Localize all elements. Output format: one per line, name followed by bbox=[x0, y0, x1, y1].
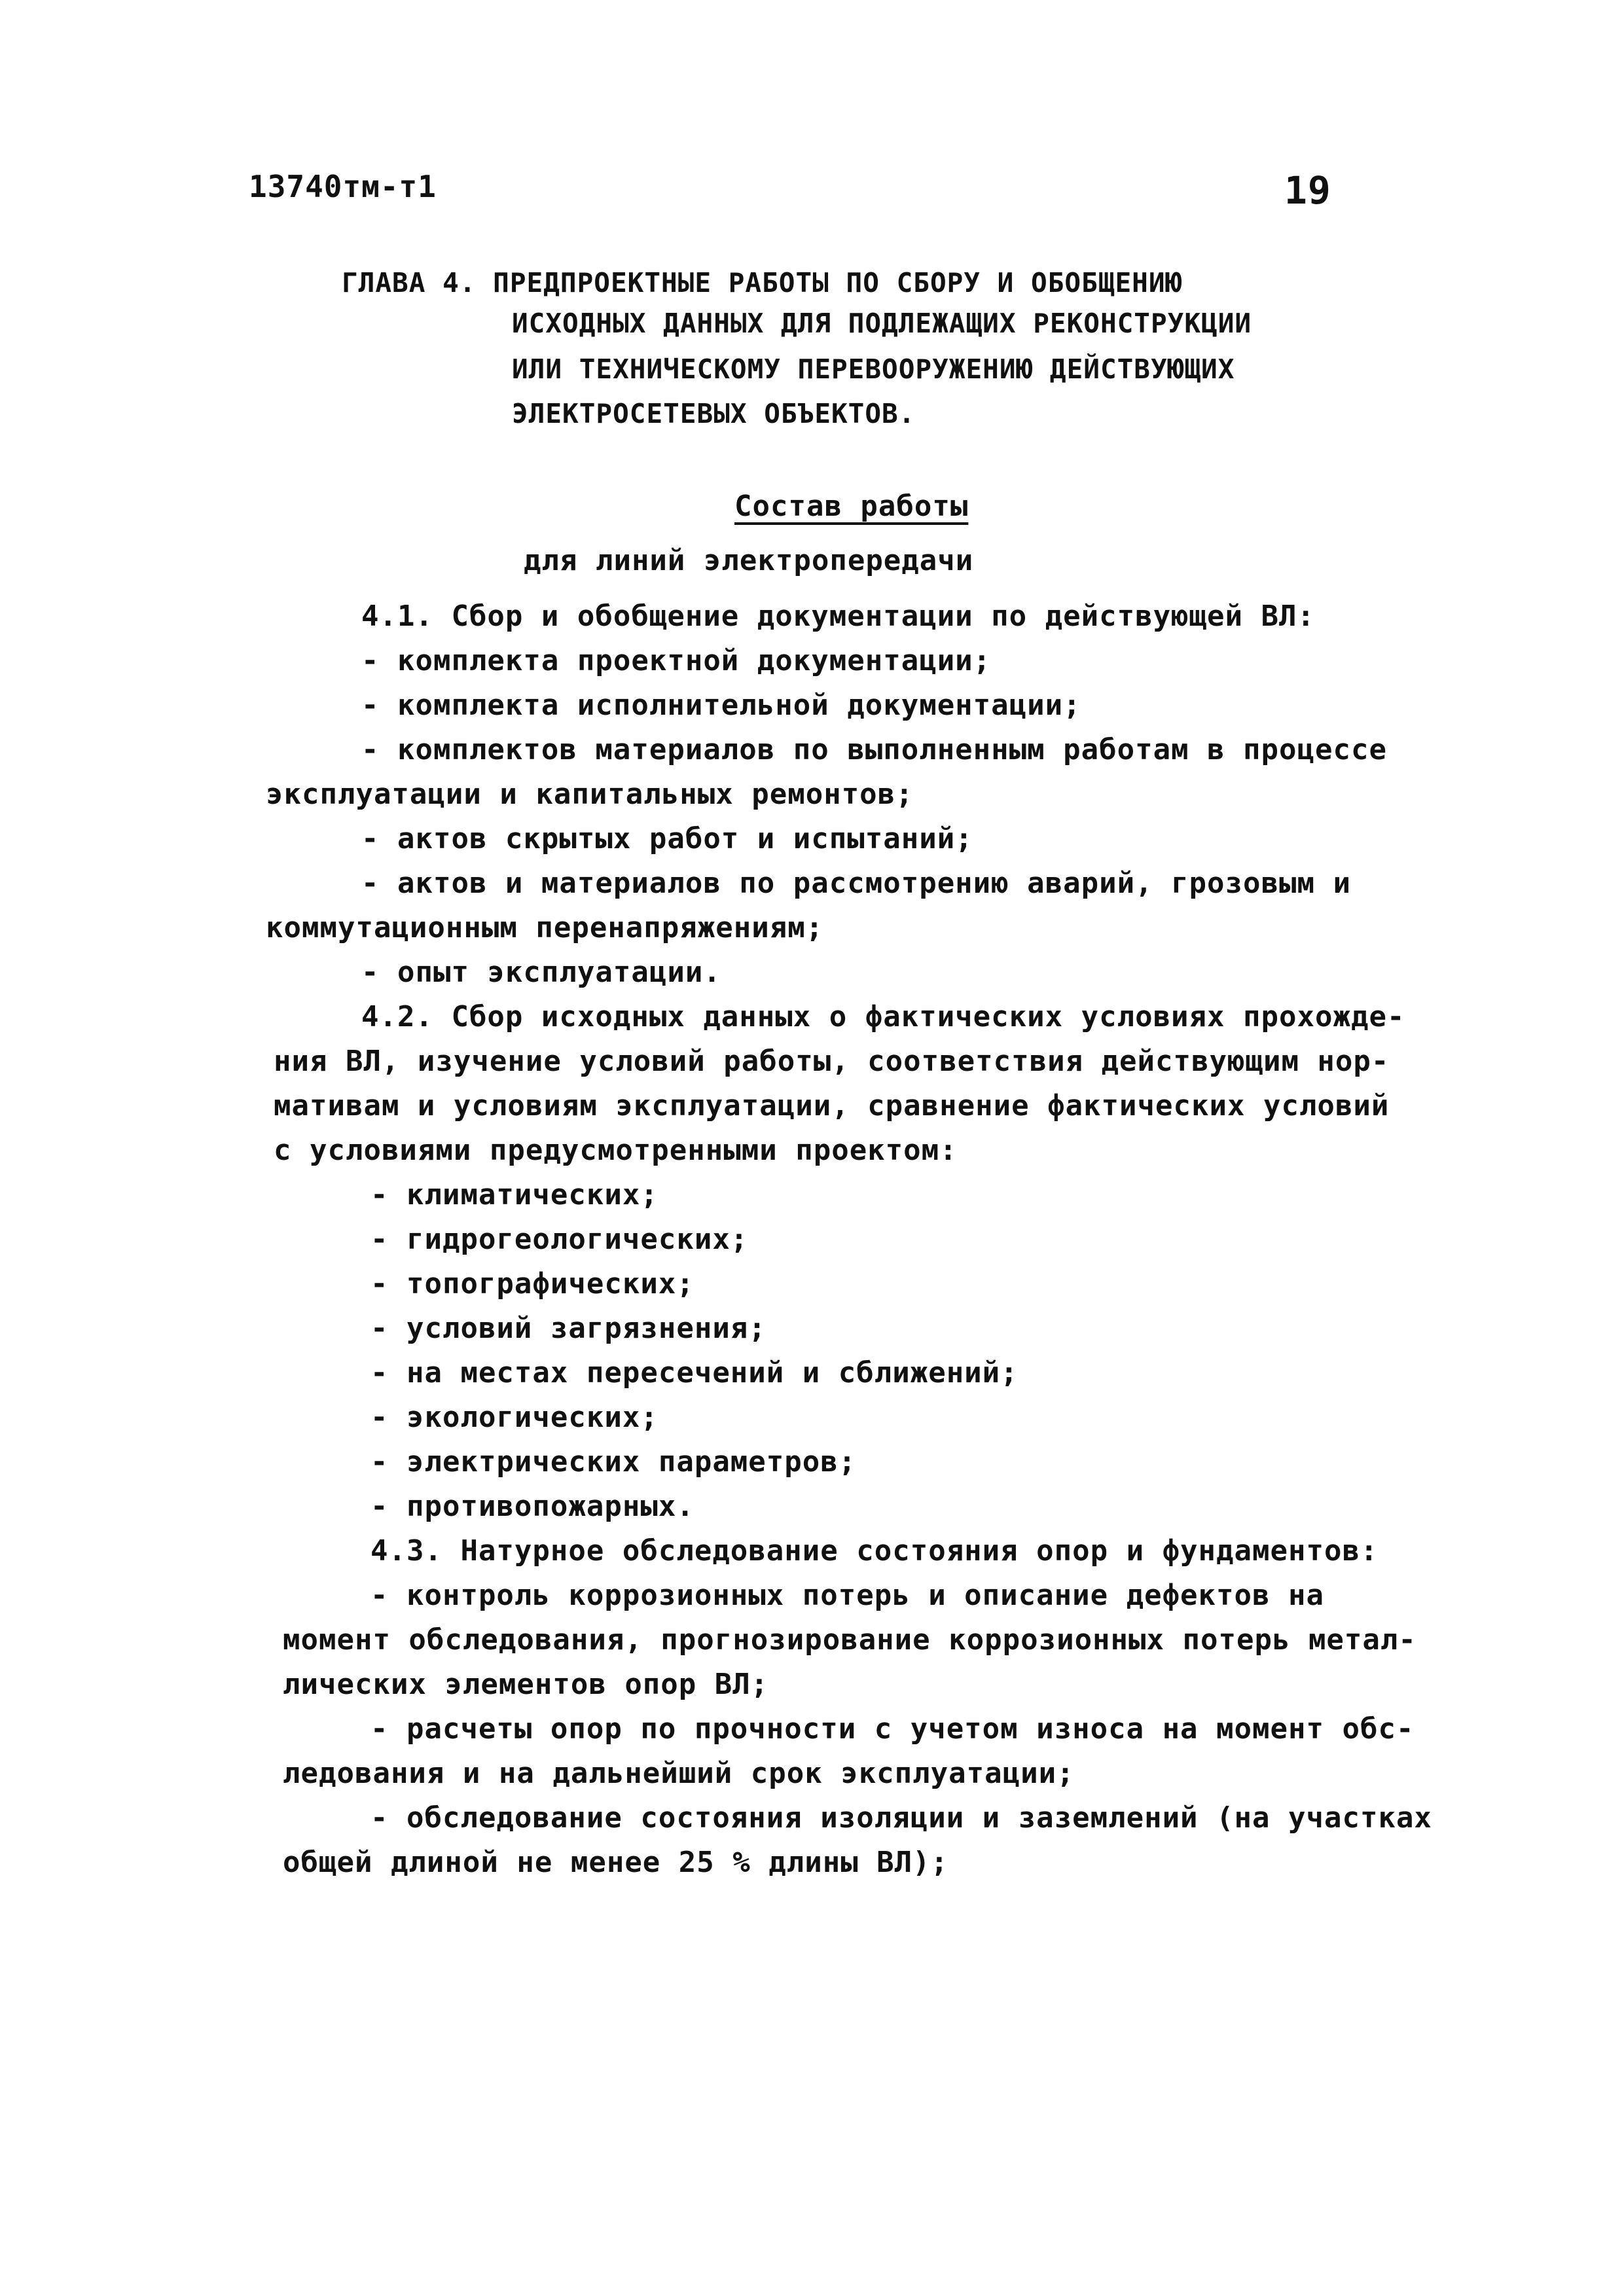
body-line: - комплекта проектной документации; bbox=[361, 644, 992, 677]
body-line: - экологических; bbox=[370, 1401, 659, 1434]
body-line: общей длиной не менее 25 % длины ВЛ); bbox=[283, 1846, 949, 1879]
body-line: коммутационным перенапряжениям; bbox=[266, 911, 824, 944]
body-line: - климатических; bbox=[370, 1178, 659, 1211]
body-line: - актов скрытых работ и испытаний; bbox=[361, 822, 973, 855]
body-line: - комплекта исполнительной документации; bbox=[361, 689, 1081, 722]
body-line: - электрических параметров; bbox=[370, 1445, 857, 1479]
body-line: - комплектов материалов по выполненным работам в процессе bbox=[361, 733, 1387, 766]
chapter-title-line-3: ИЛИ ТЕХНИЧЕСКОМУ ПЕРЕВООРУЖЕНИЮ ДЕЙСТВУЮЩИХ bbox=[512, 353, 1235, 385]
chapter-title-line-4: ЭЛЕКТРОСЕТЕВЫХ ОБЪЕКТОВ. bbox=[512, 398, 916, 429]
body-line: - актов и материалов по рассмотрению аварий, грозовым и bbox=[361, 867, 1351, 900]
body-line: эксплуатации и капитальных ремонтов; bbox=[266, 778, 914, 811]
page-number: 19 bbox=[1284, 168, 1331, 213]
body-line: - топографических; bbox=[370, 1267, 695, 1300]
body-line: - опыт эксплуатации. bbox=[361, 956, 721, 989]
body-line: - расчеты опор по прочности с учетом износа на момент обс- bbox=[370, 1712, 1415, 1746]
body-line: - гидрогеологических; bbox=[370, 1223, 749, 1256]
section-title: Состав работы bbox=[734, 490, 969, 523]
body-line: мативам и условиям эксплуатации, сравнение фактических условий bbox=[274, 1089, 1390, 1122]
body-line: - контроль коррозионных потерь и описание дефектов на bbox=[370, 1579, 1324, 1612]
body-line: ния ВЛ, изучение условий работы, соответствия действующим нор- bbox=[274, 1045, 1390, 1078]
body-line: момент обследования, прогнозирование коррозионных потерь метал- bbox=[283, 1623, 1416, 1657]
section-subtitle: для линий электропередачи bbox=[524, 544, 974, 577]
body-line: лических элементов опор ВЛ; bbox=[283, 1668, 769, 1701]
chapter-title-line-2: ИСХОДНЫХ ДАННЫХ ДЛЯ ПОДЛЕЖАЩИХ РЕКОНСТРУКЦИИ bbox=[512, 308, 1252, 339]
chapter-title-line-1: ГЛАВА 4. ПРЕДПРОЕКТНЫЕ РАБОТЫ ПО СБОРУ И ОБОБЩЕНИЮ bbox=[342, 267, 1183, 298]
body-line: ледования и на дальнейший срок эксплуатации; bbox=[283, 1757, 1075, 1790]
body-line: - условий загрязнения; bbox=[370, 1312, 767, 1345]
body-line: - обследование состояния изоляции и заземлений (на участках bbox=[370, 1801, 1432, 1835]
body-line: с условиями предусмотренными проектом: bbox=[274, 1134, 958, 1167]
body-line: 4.3. Натурное обследование состояния опор и фундаментов: bbox=[370, 1534, 1379, 1568]
body-line: 4.1. Сбор и обобщение документации по действующей ВЛ: bbox=[361, 600, 1315, 633]
document-code: 13740тм-т1 bbox=[249, 169, 437, 204]
body-line: 4.2. Сбор исходных данных о фактических условиях прохожде- bbox=[361, 1000, 1405, 1033]
body-line: - противопожарных. bbox=[370, 1490, 695, 1523]
body-line: - на местах пересечений и сближений; bbox=[370, 1356, 1019, 1390]
